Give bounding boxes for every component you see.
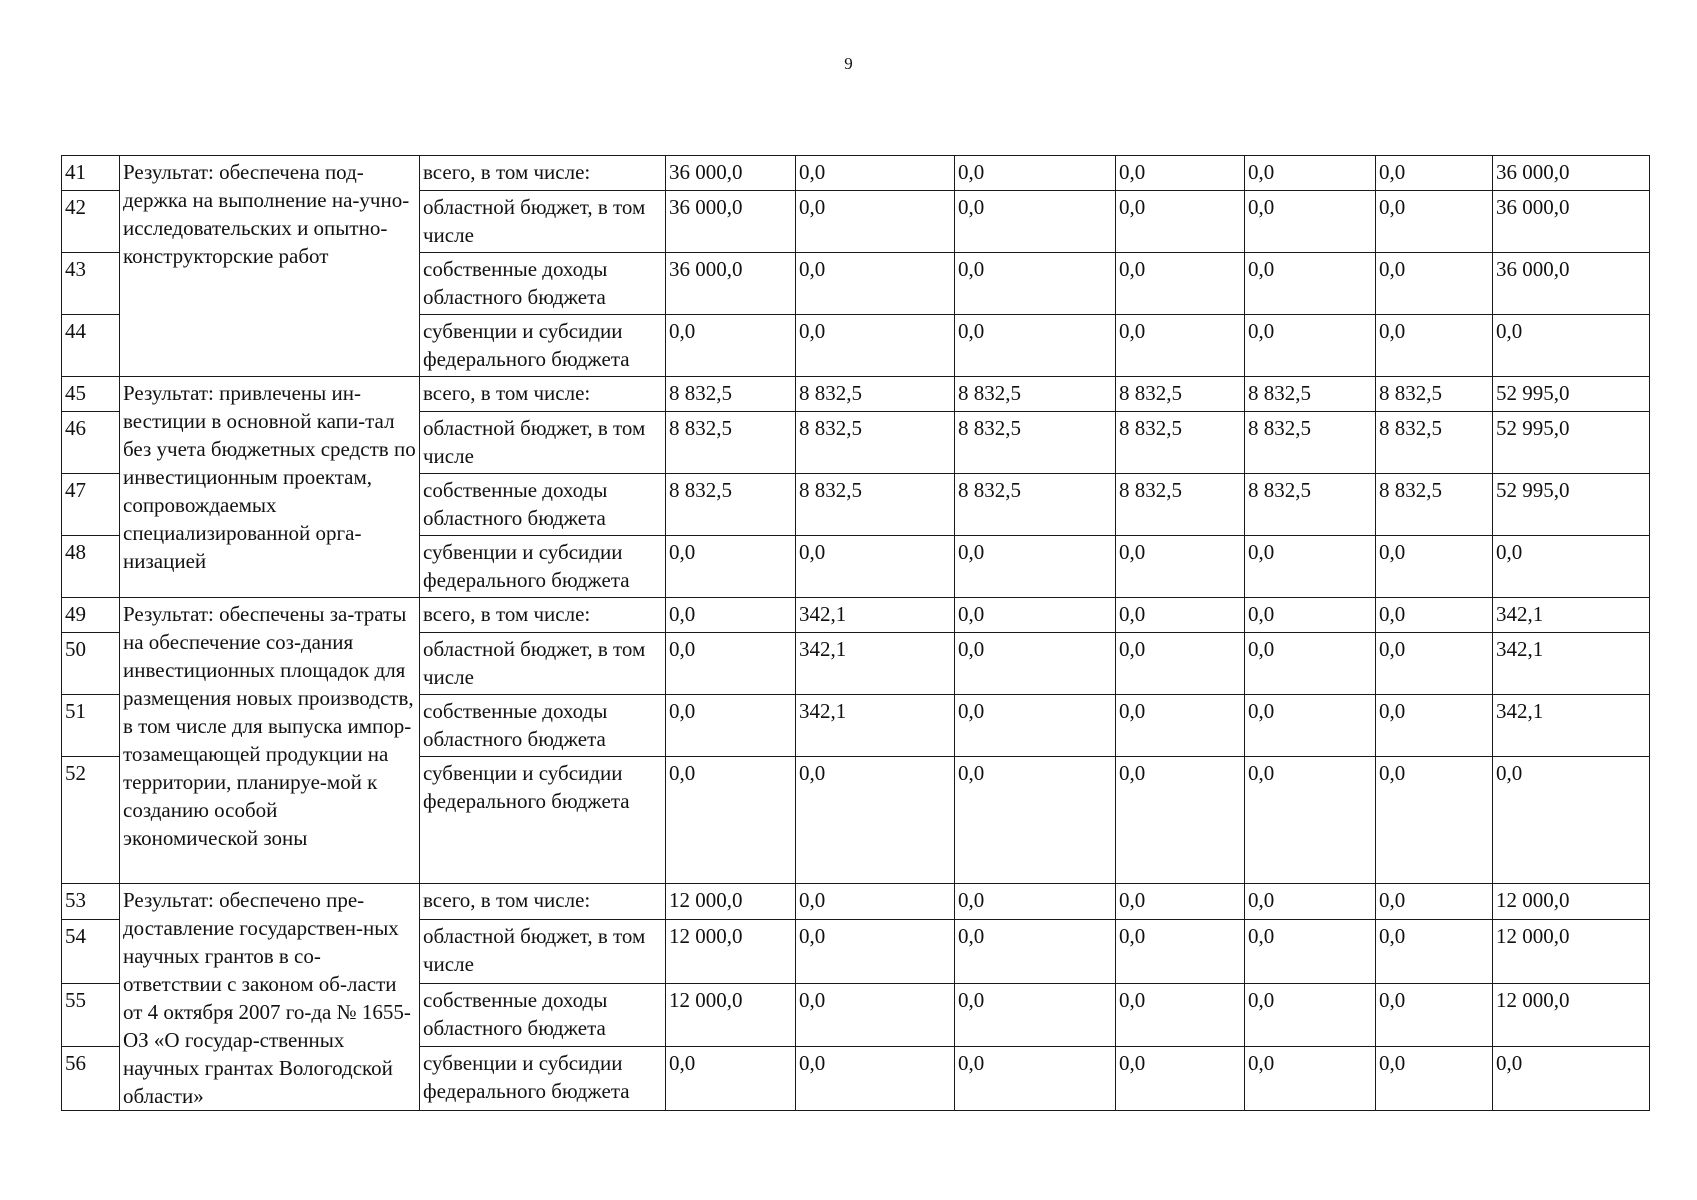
value-cell: 0,0 — [1116, 983, 1245, 1047]
value-cell: 0,0 — [1116, 191, 1245, 253]
funding-source: собственные доходы областного бюджета — [420, 695, 666, 757]
funding-source: областной бюджет, в том числе — [420, 633, 666, 695]
value-cell: 8 832,5 — [1245, 412, 1376, 474]
row-number: 45 — [62, 377, 120, 412]
total-cell: 52 995,0 — [1493, 377, 1650, 412]
result-description: Результат: обеспечено пре-доставление государствен-ных научных грантов в со-ответствии с законом об-ласти от 4 октября 2007 го-да № 1655-ОЗ «О государ-ственных научных грантах Вологодской области» — [120, 884, 420, 1111]
row-number: 52 — [62, 757, 120, 884]
row-number: 51 — [62, 695, 120, 757]
result-description: Результат: обеспечена под-держка на выполнение на-учно-исследовательских и опытно-конструкторские работ — [120, 156, 420, 377]
value-cell: 0,0 — [796, 884, 955, 920]
value-cell: 342,1 — [796, 633, 955, 695]
value-cell: 0,0 — [666, 633, 796, 695]
value-cell: 0,0 — [1376, 1047, 1493, 1111]
value-cell: 0,0 — [1116, 884, 1245, 920]
value-cell: 8 832,5 — [796, 377, 955, 412]
value-cell: 0,0 — [1376, 253, 1493, 315]
value-cell: 0,0 — [1376, 757, 1493, 884]
page-number: 9 — [844, 54, 853, 73]
value-cell: 0,0 — [1116, 757, 1245, 884]
funding-source: областной бюджет, в том числе — [420, 191, 666, 253]
value-cell: 0,0 — [1245, 253, 1376, 315]
funding-source: субвенции и субсидии федерального бюджета — [420, 1047, 666, 1111]
budget-table — [61, 155, 1650, 1111]
row-number: 55 — [62, 983, 120, 1047]
value-cell: 8 832,5 — [1116, 412, 1245, 474]
value-cell: 8 832,5 — [955, 377, 1116, 412]
value-cell: 0,0 — [796, 536, 955, 598]
funding-source: субвенции и субсидии федерального бюджета — [420, 757, 666, 884]
total-cell: 36 000,0 — [1493, 156, 1650, 191]
value-cell: 0,0 — [796, 919, 955, 983]
value-cell: 0,0 — [955, 191, 1116, 253]
row-number: 48 — [62, 536, 120, 598]
value-cell: 0,0 — [796, 253, 955, 315]
value-cell: 0,0 — [1376, 156, 1493, 191]
value-cell: 0,0 — [1376, 695, 1493, 757]
funding-source: субвенции и субсидии федерального бюджета — [420, 536, 666, 598]
value-cell: 8 832,5 — [796, 474, 955, 536]
value-cell: 342,1 — [796, 695, 955, 757]
value-cell: 0,0 — [955, 884, 1116, 920]
value-cell: 0,0 — [955, 633, 1116, 695]
total-cell: 0,0 — [1493, 315, 1650, 377]
row-number: 44 — [62, 315, 120, 377]
total-cell: 36 000,0 — [1493, 191, 1650, 253]
row-number: 49 — [62, 598, 120, 633]
value-cell: 12 000,0 — [666, 983, 796, 1047]
total-cell: 0,0 — [1493, 1047, 1650, 1111]
table-row — [62, 598, 1650, 633]
value-cell: 36 000,0 — [666, 253, 796, 315]
value-cell: 8 832,5 — [955, 474, 1116, 536]
value-cell: 0,0 — [955, 983, 1116, 1047]
value-cell: 8 832,5 — [666, 474, 796, 536]
funding-source: собственные доходы областного бюджета — [420, 983, 666, 1047]
value-cell: 0,0 — [666, 695, 796, 757]
value-cell: 0,0 — [1116, 1047, 1245, 1111]
total-cell: 0,0 — [1493, 536, 1650, 598]
value-cell: 0,0 — [1245, 757, 1376, 884]
row-number: 56 — [62, 1047, 120, 1111]
funding-source: всего, в том числе: — [420, 377, 666, 412]
value-cell: 0,0 — [666, 598, 796, 633]
value-cell: 0,0 — [1245, 536, 1376, 598]
value-cell: 0,0 — [1116, 536, 1245, 598]
value-cell: 0,0 — [955, 156, 1116, 191]
total-cell: 342,1 — [1493, 598, 1650, 633]
total-cell: 12 000,0 — [1493, 919, 1650, 983]
value-cell: 0,0 — [955, 253, 1116, 315]
value-cell: 8 832,5 — [666, 377, 796, 412]
row-number: 47 — [62, 474, 120, 536]
value-cell: 0,0 — [1245, 983, 1376, 1047]
table-row — [62, 377, 1650, 412]
value-cell: 0,0 — [1376, 191, 1493, 253]
funding-source: областной бюджет, в том числе — [420, 919, 666, 983]
value-cell: 0,0 — [1376, 884, 1493, 920]
row-number: 53 — [62, 884, 120, 920]
value-cell: 0,0 — [1116, 633, 1245, 695]
funding-source: собственные доходы областного бюджета — [420, 474, 666, 536]
value-cell: 12 000,0 — [666, 919, 796, 983]
value-cell: 0,0 — [955, 757, 1116, 884]
value-cell: 0,0 — [955, 598, 1116, 633]
value-cell: 36 000,0 — [666, 156, 796, 191]
value-cell: 8 832,5 — [1376, 412, 1493, 474]
value-cell: 0,0 — [955, 695, 1116, 757]
value-cell: 0,0 — [1245, 598, 1376, 633]
value-cell: 0,0 — [796, 156, 955, 191]
funding-source: субвенции и субсидии федерального бюджета — [420, 315, 666, 377]
table-row — [62, 156, 1650, 191]
value-cell: 0,0 — [796, 315, 955, 377]
value-cell: 342,1 — [796, 598, 955, 633]
funding-source: всего, в том числе: — [420, 884, 666, 920]
value-cell: 0,0 — [796, 1047, 955, 1111]
result-description: Результат: обеспечены за-траты на обеспечение соз-дания инвестиционных площадок для размещения новых производств, в том числе для выпуска импор-тозамещающей продукции на территории, планируе-мой к созданию особой экономической зоны — [120, 598, 420, 884]
value-cell: 8 832,5 — [796, 412, 955, 474]
row-number: 46 — [62, 412, 120, 474]
value-cell: 0,0 — [1245, 633, 1376, 695]
value-cell: 36 000,0 — [666, 191, 796, 253]
value-cell: 0,0 — [666, 757, 796, 884]
row-number: 41 — [62, 156, 120, 191]
result-description: Результат: привлечены ин-вестиции в основной капи-тал без учета бюджетных средств по инвестиционным проектам, сопровождаемых специализированной орга-низацией — [120, 377, 420, 598]
value-cell: 0,0 — [666, 1047, 796, 1111]
funding-source: всего, в том числе: — [420, 598, 666, 633]
value-cell: 0,0 — [955, 1047, 1116, 1111]
value-cell: 8 832,5 — [955, 412, 1116, 474]
row-number: 50 — [62, 633, 120, 695]
value-cell: 0,0 — [1376, 315, 1493, 377]
value-cell: 0,0 — [955, 919, 1116, 983]
value-cell: 0,0 — [1376, 598, 1493, 633]
funding-source: собственные доходы областного бюджета — [420, 253, 666, 315]
funding-source: областной бюджет, в том числе — [420, 412, 666, 474]
value-cell: 0,0 — [1376, 983, 1493, 1047]
total-cell: 12 000,0 — [1493, 983, 1650, 1047]
value-cell: 0,0 — [1245, 315, 1376, 377]
row-number: 43 — [62, 253, 120, 315]
total-cell: 12 000,0 — [1493, 884, 1650, 920]
row-number: 42 — [62, 191, 120, 253]
value-cell: 8 832,5 — [1376, 474, 1493, 536]
table-body — [62, 156, 1650, 1111]
value-cell: 8 832,5 — [1116, 474, 1245, 536]
value-cell: 0,0 — [1245, 919, 1376, 983]
value-cell: 0,0 — [1116, 919, 1245, 983]
value-cell: 0,0 — [796, 983, 955, 1047]
value-cell: 0,0 — [1116, 598, 1245, 633]
value-cell: 0,0 — [796, 191, 955, 253]
value-cell: 0,0 — [1245, 695, 1376, 757]
table-row — [62, 884, 1650, 920]
value-cell: 12 000,0 — [666, 884, 796, 920]
value-cell: 8 832,5 — [1245, 474, 1376, 536]
value-cell: 0,0 — [1245, 1047, 1376, 1111]
total-cell: 342,1 — [1493, 633, 1650, 695]
row-number: 54 — [62, 919, 120, 983]
value-cell: 0,0 — [1245, 884, 1376, 920]
value-cell: 0,0 — [666, 315, 796, 377]
total-cell: 36 000,0 — [1493, 253, 1650, 315]
total-cell: 52 995,0 — [1493, 412, 1650, 474]
value-cell: 0,0 — [1376, 919, 1493, 983]
value-cell: 0,0 — [955, 536, 1116, 598]
value-cell: 0,0 — [1116, 156, 1245, 191]
value-cell: 8 832,5 — [1245, 377, 1376, 412]
value-cell: 0,0 — [1116, 695, 1245, 757]
value-cell: 0,0 — [666, 536, 796, 598]
value-cell: 8 832,5 — [666, 412, 796, 474]
value-cell: 0,0 — [1245, 156, 1376, 191]
funding-source: всего, в том числе: — [420, 156, 666, 191]
value-cell: 8 832,5 — [1376, 377, 1493, 412]
value-cell: 8 832,5 — [1116, 377, 1245, 412]
value-cell: 0,0 — [796, 757, 955, 884]
value-cell: 0,0 — [1116, 253, 1245, 315]
value-cell: 0,0 — [955, 315, 1116, 377]
total-cell: 52 995,0 — [1493, 474, 1650, 536]
value-cell: 0,0 — [1376, 633, 1493, 695]
value-cell: 0,0 — [1116, 315, 1245, 377]
total-cell: 0,0 — [1493, 757, 1650, 884]
value-cell: 0,0 — [1376, 536, 1493, 598]
value-cell: 0,0 — [1245, 191, 1376, 253]
total-cell: 342,1 — [1493, 695, 1650, 757]
